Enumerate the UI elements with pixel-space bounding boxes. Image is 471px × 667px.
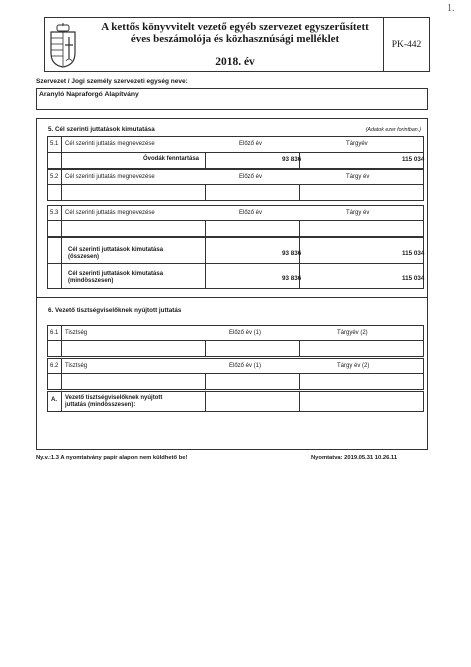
org-name-field	[36, 88, 428, 110]
form-title-line-1: A kettős könyvvitelt vezető egyéb szervezet egyszerűsített	[101, 21, 369, 33]
section-5-title: 5. Cél szerinti juttatások kimutatása	[48, 126, 155, 133]
table-row-5-1	[47, 136, 424, 169]
grand-total-curr-value: 115 034	[402, 275, 425, 282]
total-curr-value: 115 034	[402, 250, 425, 257]
form-title-line-2: éves beszámolója és közhasznúsági melléklet	[130, 33, 340, 45]
form-code: PK-442	[391, 39, 422, 50]
coat-of-arms-icon	[48, 23, 78, 68]
row-number: A.	[51, 397, 57, 403]
entry-curr-value: 115 034	[402, 156, 425, 163]
row-number: 6.2	[50, 363, 59, 369]
row-number: 5.3	[50, 210, 59, 216]
org-name: Aranyló Napraforgó Alapítvány	[39, 91, 139, 98]
summary-label: Vezető tisztségviselőknek nyújtott juttatás (mindösszesen):	[65, 395, 163, 408]
table-row-5-2	[47, 169, 424, 201]
prev-year-header: Előző év (1)	[229, 330, 262, 336]
row-label: Tisztség	[65, 363, 88, 369]
table-row-6-1	[47, 325, 424, 357]
form-header	[44, 17, 430, 72]
row-number: 6.1	[50, 330, 59, 336]
form-title	[85, 21, 385, 45]
curr-year-header: Tárgy év	[346, 210, 370, 216]
curr-year-header: Tárgy év (2)	[337, 363, 370, 369]
prev-year-header: Előző év (1)	[229, 363, 262, 369]
section-5	[36, 118, 428, 298]
row-label: Cél szerinti juttatás megnevezése	[65, 210, 155, 216]
curr-year-header: Tárgyév (2)	[337, 330, 368, 336]
entry-name: Óvodák fenntartása	[143, 156, 200, 162]
table-row-6-2	[47, 358, 424, 390]
grand-total-prev-value: 93 836	[282, 275, 302, 282]
curr-year-header: Tárgyév	[346, 141, 368, 147]
row-number: 5.2	[50, 174, 59, 180]
footer-print-timestamp: Nyomtatva: 2019.05.31 10.26.11	[311, 455, 398, 461]
form-code-box	[383, 18, 429, 71]
org-label: Szervezet / Jogi személy szervezeti egység neve:	[36, 78, 188, 85]
prev-year-header: Előző év	[239, 141, 263, 147]
row-label: Tisztség	[65, 330, 88, 336]
curr-year-header: Tárgy év	[346, 174, 370, 180]
prev-year-header: Előző év	[239, 210, 263, 216]
row-number: 5.1	[50, 141, 59, 147]
footer-submission-note: Ny.v.:1.3 A nyomtatvány papír alapon nem küldhető be!	[36, 455, 188, 461]
form-year: 2018. év	[215, 56, 255, 68]
section-6-title: 6. Vezető tisztségviselőknek nyújtott juttatás	[48, 307, 182, 314]
total-prev-value: 93 836	[282, 250, 302, 257]
section-5-unit-note: (Adatok ezer forintban.)	[365, 127, 421, 133]
table-row-5-3	[47, 205, 424, 237]
corner-handwritten-mark: 1.	[447, 3, 455, 14]
row-label: Cél szerinti juttatás megnevezése	[65, 141, 155, 147]
grand-total-label: Cél szerinti juttatások kimutatása (mindösszesen)	[68, 271, 164, 284]
row-label: Cél szerinti juttatás megnevezése	[65, 174, 155, 180]
section-6	[36, 298, 428, 450]
total-label: Cél szerinti juttatások kimutatása (összesen)	[68, 247, 164, 260]
prev-year-header: Előző év	[239, 174, 263, 180]
entry-prev-value: 93 836	[282, 156, 302, 163]
table-row-6-summary	[47, 391, 424, 412]
totals-block	[47, 237, 424, 289]
